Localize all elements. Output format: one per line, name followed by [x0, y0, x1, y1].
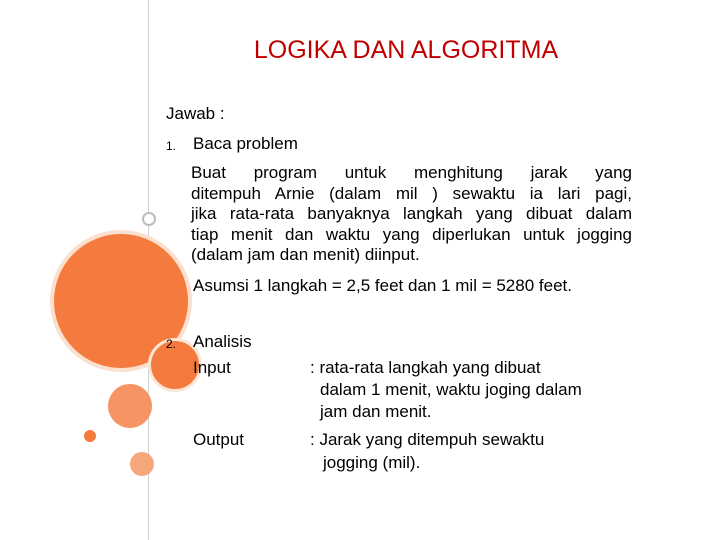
item-heading-1: Baca problem	[193, 134, 298, 153]
input-desc-line: jam dan menit.	[320, 402, 432, 421]
decorative-circle-tiny	[84, 430, 96, 442]
problem-line: (dalam jam dan menit) diinput.	[191, 245, 420, 264]
output-desc-line: : Jarak yang ditempuh sewaktu	[310, 430, 545, 449]
input-desc-line: dalam 1 menit, waktu joging dalam	[320, 380, 582, 399]
item-number-1: 1.	[166, 139, 177, 153]
decorative-circle-medium-2	[108, 384, 152, 428]
problem-line: tiap menit dan waktu yang diperlukan untuk jogging	[191, 224, 632, 244]
problem-description	[191, 163, 632, 266]
input-label: Input	[193, 358, 231, 377]
output-desc-line: jogging (mil).	[323, 453, 421, 472]
input-desc-line: : rata-rata langkah yang dibuat	[310, 358, 541, 377]
problem-line: ditempuh Arnie (dalam mil ) sewaktu ia lari pagi,	[191, 183, 632, 203]
jawab-label: Jawab :	[166, 104, 225, 123]
assumption-text: Asumsi 1 langkah = 2,5 feet dan 1 mil = 5280 feet.	[193, 276, 572, 295]
decorative-circle-small	[130, 452, 154, 476]
output-label: Output	[193, 430, 245, 449]
item-heading-2: Analisis	[193, 332, 252, 351]
problem-line: Buat program untuk menghitung jarak yang	[191, 163, 632, 182]
item-number-2: 2.	[166, 337, 177, 351]
slide-title: LOGIKA DAN ALGORITMA	[253, 36, 559, 64]
problem-line: jika rata-rata banyaknya langkah yang dibuat dalam	[191, 204, 632, 223]
decorative-ring	[142, 212, 156, 226]
